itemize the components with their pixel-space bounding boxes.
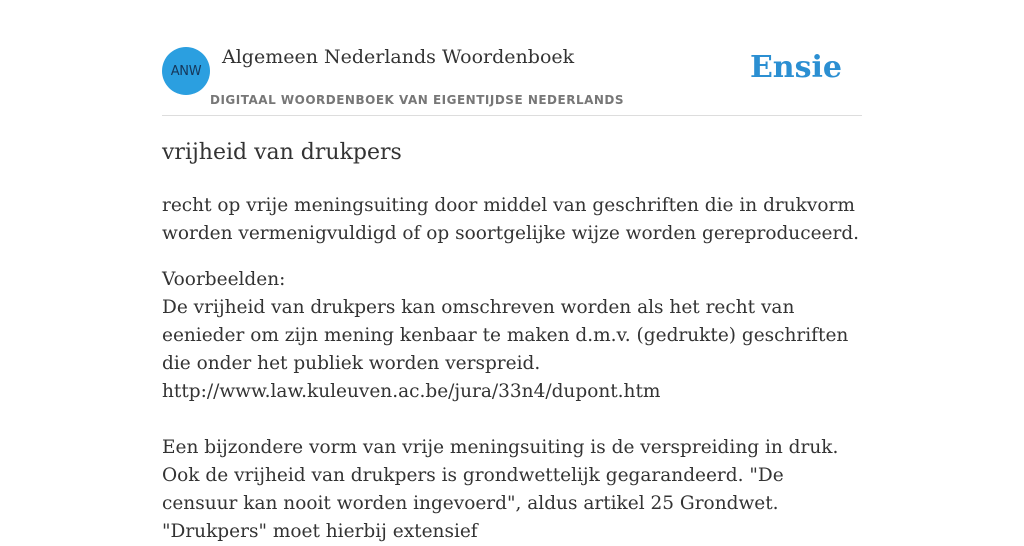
page [162, 0, 862, 542]
spacer [162, 406, 862, 434]
site-title[interactable]: Algemeen Nederlands Woordenboek [222, 46, 575, 68]
site-header [162, 0, 862, 116]
entry-definition: recht op vrije meningsuiting door middel van geschriften die in drukvorm worden vermenigvuldigd of op soortgelijke wijze worden gereproduceerd. [162, 195, 860, 244]
examples-label: Voorbeelden: [162, 269, 286, 290]
entry-content [162, 192, 862, 546]
site-subtitle: DIGITAAL WOORDENBOEK VAN EIGENTIJDSE NEDERLANDS [210, 93, 625, 107]
logo-text: ANW [170, 63, 202, 79]
example-source: http://www.law.kuleuven.ac.be/jura/33n4/dupont.htm [162, 381, 661, 402]
anw-logo[interactable] [162, 47, 210, 95]
ensie-logo-link[interactable]: Ensie [749, 50, 842, 85]
entry-term: vrijheid van drukpers [162, 140, 402, 165]
example-text-2: Een bijzondere vorm van vrije meningsuiting is de verspreiding in druk. Ook de vrijheid van drukpers is grondwettelijk gegarandeerd. "De censuur kan nooit worden ingevoerd", aldus artikel 25 Grondwet. "Drukpers" moet hierbij extensief [162, 437, 839, 542]
example-text: De vrijheid van drukpers kan omschreven worden als het recht van eenieder om zijn mening kenbaar te maken d.m.v. (gedrukte) geschriften die onder het publiek worden verspreid. [162, 297, 849, 374]
